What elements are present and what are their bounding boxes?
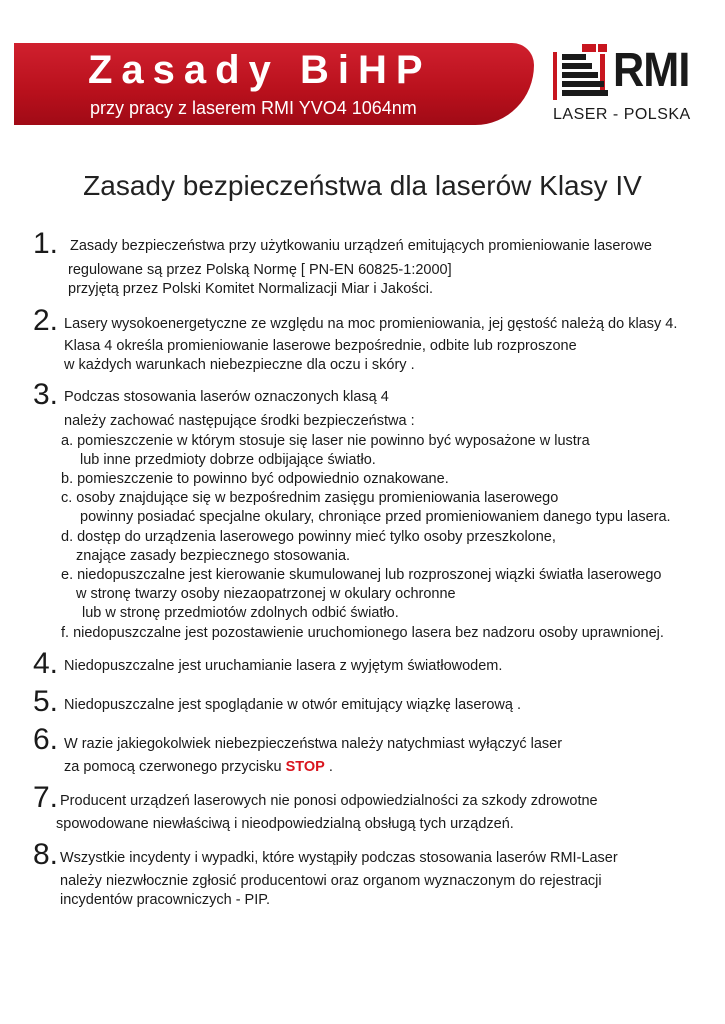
rule-text: Niedopuszczalne jest spoglądanie w otwór emitujący wiązkę laserową . <box>64 697 521 713</box>
rule-text: e. niedopuszczalne jest kierowanie skumulowanej lub rozproszonej wiązki światła laserowego <box>61 567 662 583</box>
rule-text: Zasady bezpieczeństwa przy użytkowaniu urządzeń emitujących promieniowanie laserowe <box>70 238 652 254</box>
stop-label: STOP <box>285 759 325 775</box>
rule-text: za pomocą czerwonego przycisku <box>64 759 282 775</box>
rule-text: a. pomieszczenie w którym stosuje się laser nie powinno być wyposażone w lustra <box>61 433 590 449</box>
rule-number: 8. <box>33 838 59 871</box>
rule-text-stop-line <box>64 759 333 775</box>
rule-text-suffix: . <box>324 759 333 775</box>
rule-text: Producent urządzeń laserowych nie ponosi odpowiedzialności za szkody zdrowotne <box>60 793 598 809</box>
rule-text: Lasery wysokoenergetyczne ze względu na moc promieniowania, jej gęstość należą do klasy 4. <box>64 316 678 332</box>
header-subtitle: przy pracy z laserem RMI YVO4 1064nm <box>90 98 417 118</box>
rule-text: należy zachować następujące środki bezpieczeństwa : <box>64 413 415 429</box>
rule-text: b. pomieszczenie to powinno być odpowiednio oznakowane. <box>61 471 449 487</box>
rule-text: Podczas stosowania laserów oznaczonych klasą 4 <box>64 389 389 405</box>
rule-text: w stronę twarzy osoby niezaopatrzonej w okulary ochronne <box>76 586 456 602</box>
rule-number: 2. <box>33 304 59 337</box>
page-title: Zasady bezpieczeństwa dla laserów Klasy IV <box>83 170 642 201</box>
rule-text: znające zasady bezpiecznego stosowania. <box>76 548 351 564</box>
rule-text: lub inne przedmioty dobrze odbijające światło. <box>80 452 376 468</box>
rule-number: 1. <box>33 227 59 260</box>
rule-number: 3. <box>33 378 59 411</box>
rule-text: c. osoby znajdujące się w bezpośrednim zasięgu promieniowania laserowego <box>61 490 559 506</box>
rule-text: Wszystkie incydenty i wypadki, które wystąpiły podczas stosowania laserów RMI-Laser <box>60 850 618 866</box>
rule-number: 4. <box>33 647 59 680</box>
logo-text: RMI <box>613 44 690 97</box>
rule-text: w każdych warunkach niebezpieczne dla oczu i skóry . <box>64 357 415 373</box>
rule-text: W razie jakiegokolwiek niebezpieczeństwa należy natychmiast wyłączyć laser <box>64 736 563 752</box>
rule-text: incydentów pracowniczych - PIP. <box>60 892 271 908</box>
rule-number: 6. <box>33 723 59 756</box>
rule-text: Klasa 4 określa promieniowanie laserowe bezpośrednie, odbite lub rozproszone <box>64 338 577 354</box>
rule-text: powinny posiadać specjalne okulary, chroniące przed promieniowaniem danego typu lasera. <box>80 509 671 525</box>
rule-text: spowodowane niewłaściwą i nieodpowiedzialną obsługą tych urządzeń. <box>56 816 514 832</box>
rule-text: f. niedopuszczalne jest pozostawienie uruchomionego lasera bez nadzoru osoby uprawnionej. <box>61 625 664 641</box>
rule-text: przyjętą przez Polski Komitet Normalizacji Miar i Jakości. <box>68 281 434 297</box>
rule-text: lub w stronę przedmiotów zdolnych odbić światło. <box>82 605 399 621</box>
logo-subtitle: LASER - POLSKA <box>553 106 691 123</box>
rule-number: 7. <box>33 781 59 814</box>
header-title: Zasady BiHP <box>88 48 432 92</box>
rule-number: 5. <box>33 685 59 718</box>
rmi-logo-icon <box>552 42 610 102</box>
rule-text: Niedopuszczalne jest uruchamianie lasera z wyjętym światłowodem. <box>64 658 503 674</box>
rule-text: d. dostęp do urządzenia laserowego powinny mieć tylko osoby przeszkolone, <box>61 529 556 545</box>
rule-text: należy niezwłocznie zgłosić producentowi oraz organom wyznaczonym do rejestracji <box>60 873 602 889</box>
rule-text: regulowane są przez Polską Normę [ PN-EN 60825-1:2000] <box>68 262 452 278</box>
